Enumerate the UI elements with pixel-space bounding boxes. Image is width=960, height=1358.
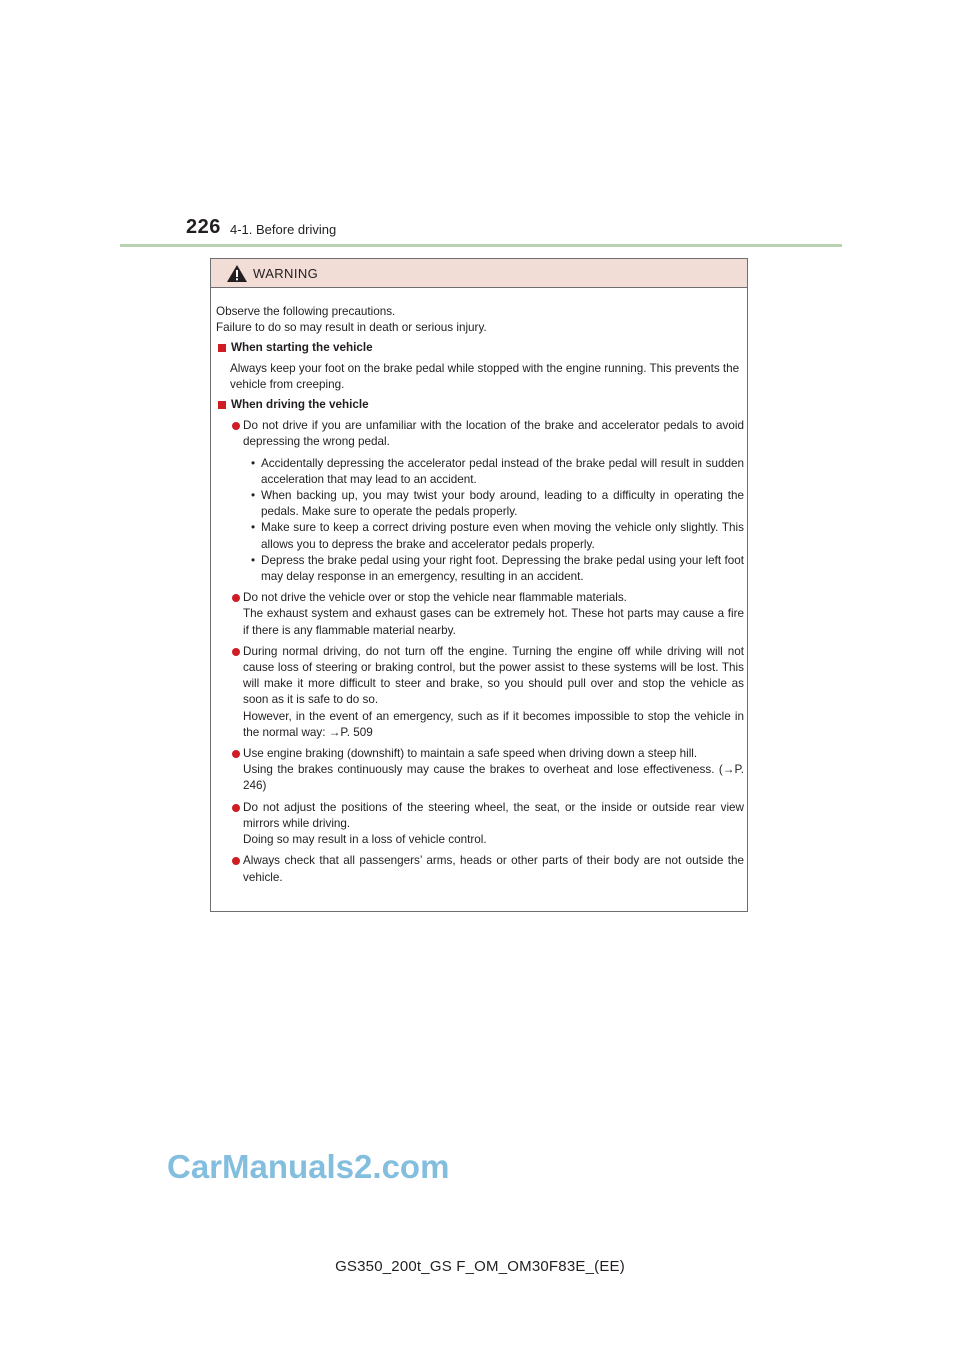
red-square-icon xyxy=(218,344,226,352)
sub-marker: • xyxy=(251,553,256,567)
heading-text: When starting the vehicle xyxy=(231,341,373,355)
bullet-text: Using the brakes continuously may cause the brakes to overheat and lose effectiveness. (→P. 246) xyxy=(243,763,744,793)
warning-triangle-icon xyxy=(227,265,247,282)
bullet-item xyxy=(216,800,744,849)
sub-marker: • xyxy=(251,456,256,470)
sub-text: Make sure to keep a correct driving posture even when moving the vehicle only slightly. This allows you to depress the brake and accelerator pedals properly. xyxy=(261,521,744,551)
watermark: CarManuals2.com xyxy=(167,1148,450,1185)
bullet-text: Do not drive the vehicle over or stop the vehicle near flammable materials. xyxy=(243,591,627,605)
starting-text: Always keep your foot on the brake pedal while stopped with the engine running. This prevents the vehicle from creeping. xyxy=(230,361,740,391)
bullet-text: Always check that all passengers’ arms, heads or other parts of their body are not outside the vehicle. xyxy=(243,854,744,884)
sub-text: Depress the brake pedal using your right foot. Depressing the brake pedal using your left foot may delay response in an emergency, resulting in an accident. xyxy=(261,553,744,584)
red-dot-icon xyxy=(232,422,240,430)
sub-text: Accidentally depressing the accelerator pedal instead of the brake pedal will result in sudden acceleration that may lead to an accident. xyxy=(261,456,744,486)
warning-box xyxy=(210,258,748,912)
bullet-text: The exhaust system and exhaust gases can be extremely hot. These hot parts may cause a fire if there is any flammable material nearby. xyxy=(243,607,744,637)
red-square-icon xyxy=(218,401,226,409)
bullet-item xyxy=(216,644,744,741)
sub-text: When backing up, you may twist your body around, leading to a difficulty in operating the pedals. Make sure to operate the pedals properly. xyxy=(261,489,744,519)
header-rule xyxy=(120,244,842,247)
warning-header xyxy=(211,259,747,288)
sub-item xyxy=(216,488,744,520)
sub-item xyxy=(216,553,744,585)
bullet-item xyxy=(216,746,744,795)
red-dot-icon xyxy=(232,804,240,812)
heading-driving xyxy=(216,397,744,413)
sub-item xyxy=(216,456,744,488)
bullet-item xyxy=(216,853,744,885)
bullet-text: Do not drive if you are unfamiliar with the location of the brake and accelerator pedals to avoid depressing the wrong pedal. xyxy=(243,419,744,449)
red-dot-icon xyxy=(232,594,240,602)
bullet-text: However, in the event of an emergency, such as if it becomes impossible to stop the vehicle in the normal way: →P. 509 xyxy=(243,709,744,739)
footer-doc-code: GS350_200t_GS F_OM_OM30F83E_(EE) xyxy=(335,1258,625,1275)
sub-marker: • xyxy=(251,489,256,503)
sub-marker: • xyxy=(251,521,256,535)
heading-starting xyxy=(216,340,744,356)
bullet-item xyxy=(216,418,744,450)
warning-title: WARNING xyxy=(253,266,319,281)
intro-line: Failure to do so may result in death or serious injury. xyxy=(216,321,487,335)
bullet-text: Use engine braking (downshift) to maintain a safe speed when driving down a steep hill. xyxy=(243,747,698,761)
sub-item xyxy=(216,520,744,552)
bullet-text: Do not adjust the positions of the steering wheel, the seat, or the inside or outside rear view mirrors while driving. xyxy=(243,800,744,830)
red-dot-icon xyxy=(232,750,240,758)
section-title: 4-1. Before driving xyxy=(230,222,337,237)
red-dot-icon xyxy=(232,857,240,865)
heading-text: When driving the vehicle xyxy=(231,398,369,412)
bullet-item xyxy=(216,590,744,639)
intro-line: Observe the following precautions. xyxy=(216,305,396,318)
warning-content xyxy=(216,304,744,886)
red-dot-icon xyxy=(232,648,240,656)
bullet-text: Doing so may result in a loss of vehicle control. xyxy=(243,833,487,847)
page-number: 226 xyxy=(186,216,221,238)
bullet-text: During normal driving, do not turn off the engine. Turning the engine off while driving will not cause loss of steering or braking control, but the power assist to these systems will be lost. This will make it more difficult to steer and brake, so you should pull over and stop the vehicle as soon as it is safe to do so. xyxy=(243,644,744,707)
